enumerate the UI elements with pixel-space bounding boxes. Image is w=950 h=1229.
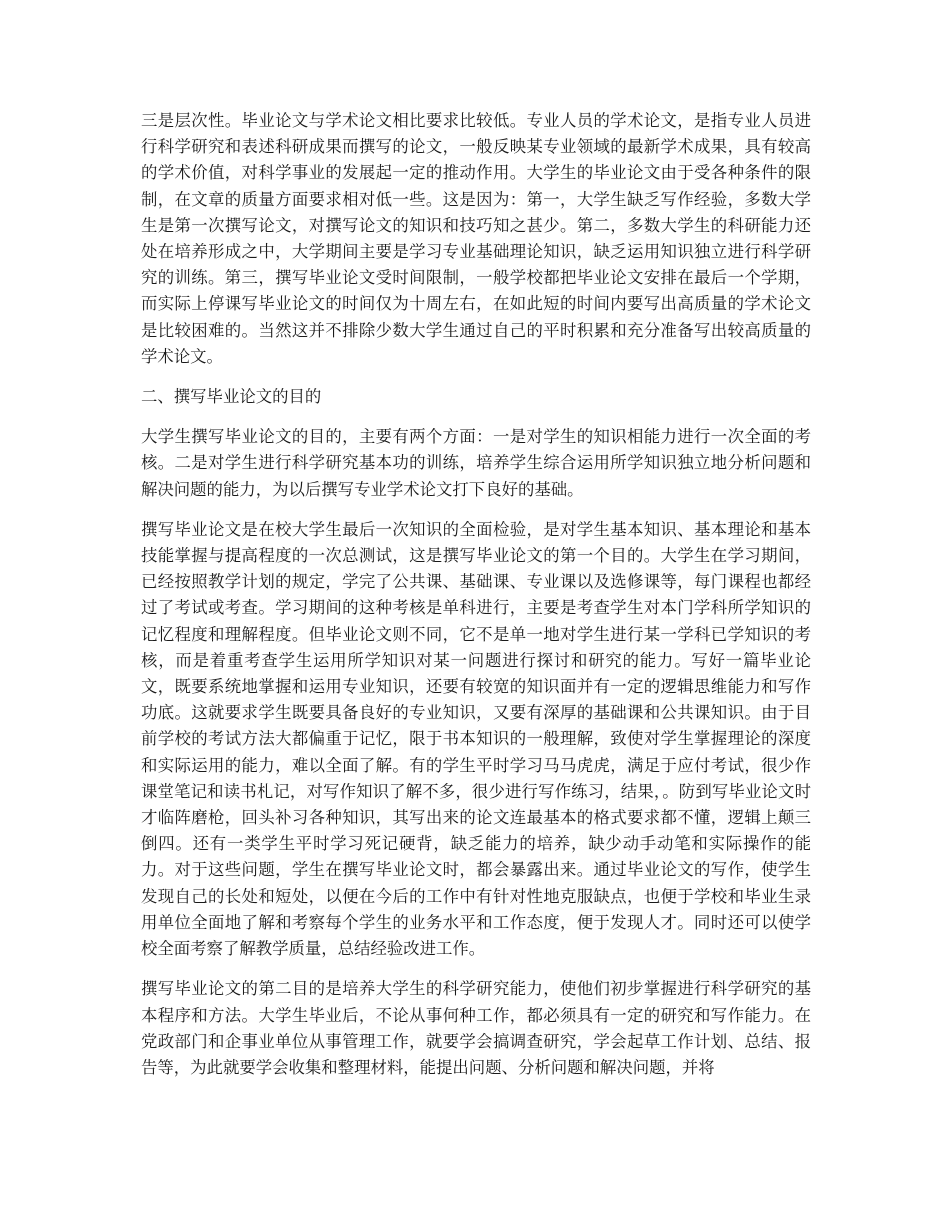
paragraph-second-purpose: 撰写毕业论文的第二目的是培养大学生的科学研究能力，使他们初步掌握进行科学研究的基本程序和方法。大学生毕业后，不论从事何种工作，都必须具有一定的研究和写作能力。在党政部门和企事业单位从事管理工作，就要学会搞调查研究，学会起草工作计划、总结、报告等，为此就要学会收集和整理材料，能提出问题、分析问题和解决问题，并将 bbox=[141, 979, 811, 1077]
section-heading-purpose: 二、撰写毕业论文的目的 bbox=[141, 387, 322, 407]
document-body bbox=[141, 108, 811, 1095]
paragraph-hierarchy: 三是层次性。毕业论文与学术论文相比要求比较低。专业人员的学术论文，是指专业人员进行科学研究和表述科研成果而撰写的论文，一般反映某专业领域的最新学术成果，具有较高的学术价值，对科学事业的发展起一定的推动作用。大学生的毕业论文由于受各种条件的限制，在文章的质量方面要求相对低一些。这是因为：第一，大学生缺乏写作经验，多数大学生是第一次撰写论文，对撰写论文的知识和技巧知之甚少。第二，多数大学生的科研能力还处在培养形成之中，大学期间主要是学习专业基础理论知识，缺乏运用知识独立进行科学研究的训练。第三，撰写毕业论文受时间限制，一般学校都把毕业论文安排在最后一个学期，而实际上停课写毕业论文的时间仅为十周左右，在如此短的时间内要写出高质量的学术论文是比较困难的。当然这并不排除少数大学生通过自己的平时积累和充分准备写出较高质量的学术论文。 bbox=[141, 111, 811, 366]
paragraph-first-purpose: 撰写毕业论文是在校大学生最后一次知识的全面检验，是对学生基本知识、基本理论和基本技能掌握与提高程度的一次总测试，这是撰写毕业论文的第一个目的。大学生在学习期间，已经按照教学计划的规定，学完了公共课、基础课、专业课以及选修课等，每门课程也都经过了考试或考查。学习期间的这种考核是单科进行，主要是考查学生对本门学科所学知识的记忆程度和理解程度。但毕业论文则不同，它不是单一地对学生进行某一学科已学知识的考核，而是着重考查学生运用所学知识对某一问题进行探讨和研究的能力。写好一篇毕业论文，既要系统地掌握和运用专业知识，还要有较宽的知识面并有一定的逻辑思维能力和写作功底。这就要求学生既要具备良好的专业知识，又要有深厚的基础课和公共课知识。由于目前学校的考试方法大都偏重于记忆，限于书本知识的一般理解，致使对学生掌握理论的深度和实际运用的能力，难以全面了解。有的学生平时学习马马虎虎，满足于应付考试，很少作课堂笔记和读书札记，对写作知识了解不多，很少进行写作练习，结果，。防到写毕业论文时才临阵磨枪，回头补习各种知识，其写出来的论文连最基本的格式要求都不懂，逻辑上颠三倒四。还有一类学生平时学习死记硬背，缺乏能力的培养，缺少动手动笔和实际操作的能力。对于这些问题，学生在撰写毕业论文时，都会暴露出来。通过毕业论文的写作，使学生发现自己的长处和短处，以便在今后的工作中有针对性地克服缺点，也便于学校和毕业生录用单位全面地了解和考察每个学生的业务水平和工作态度，便于发现人才。同时还可以使学校全面考察了解教学质量，总结经验改进工作。 bbox=[141, 519, 811, 959]
paragraph-purpose-overview: 大学生撰写毕业论文的目的，主要有两个方面：一是对学生的知识相能力进行一次全面的考核。二是对学生进行科学研究基本功的训练，培养学生综合运用所学知识独立地分析问题和解决问题的能力，为以后撰写专业学术论文打下良好的基础。 bbox=[141, 427, 811, 499]
